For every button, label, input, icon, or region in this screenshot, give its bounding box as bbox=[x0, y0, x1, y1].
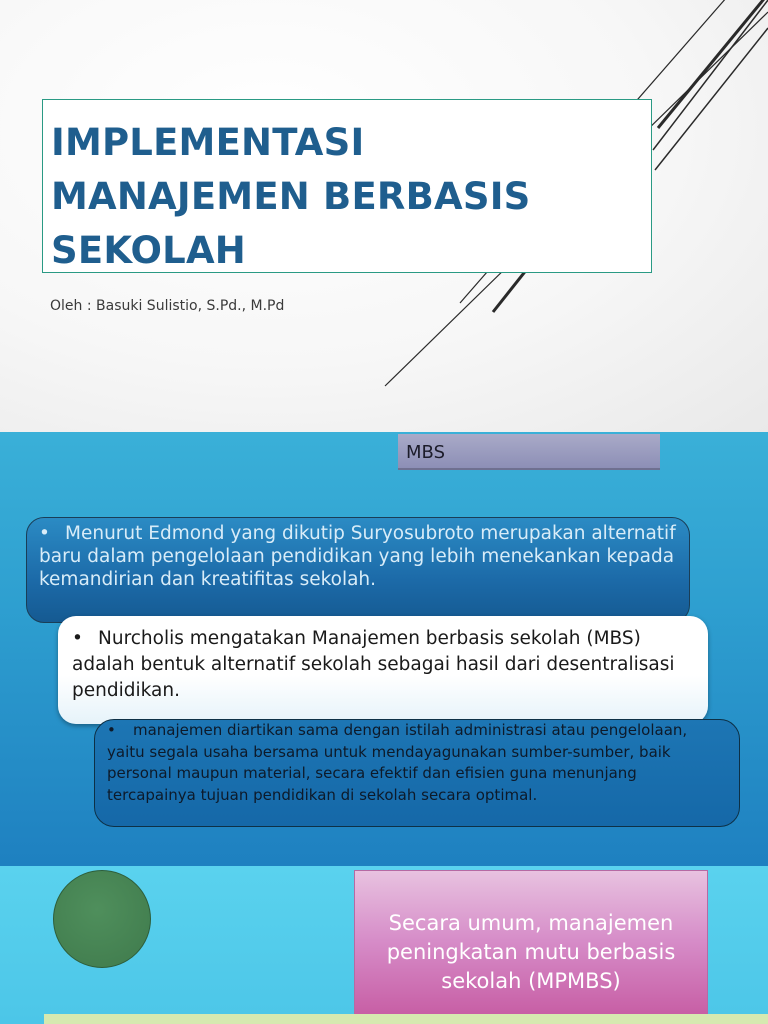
bullet-icon: • bbox=[39, 523, 50, 544]
definition-text-3 bbox=[107, 720, 727, 806]
slide-title bbox=[0, 0, 768, 432]
bullet-icon: • bbox=[107, 721, 116, 739]
page-title: IMPLEMENTASI MANAJEMEN BERBASIS SEKOLAH bbox=[51, 121, 531, 272]
slide-mpmbs bbox=[0, 866, 768, 1024]
mpmbs-text: Secara umum, manajemen peningkatan mutu berbasis sekolah (MPMBS) bbox=[386, 911, 676, 993]
slide-mbs bbox=[0, 432, 768, 866]
mpmbs-box bbox=[354, 870, 708, 1024]
definition-bubble-2 bbox=[58, 616, 708, 724]
definition-text-3-content: manajemen diartikan sama dengan istilah administrasi atau pengelolaan, yaitu segala usaha bersama untuk mendayagunakan sumber-sumber, baik personal maupun material, secara efektif dan efisien guna menunjang tercapainya tujuan pendidikan di sekolah secara optimal. bbox=[107, 721, 688, 804]
mbs-header-box bbox=[398, 434, 660, 470]
title-box bbox=[42, 99, 652, 273]
definition-bubble-3 bbox=[94, 719, 740, 827]
definition-text-1-content: Menurut Edmond yang dikutip Suryosubroto merupakan alternatif baru dalam pengelolaan pendidikan yang lebih menekankan kepada kemandirian dan kreatifitas sekolah. bbox=[39, 523, 676, 590]
green-text-strip bbox=[44, 1014, 768, 1024]
bullet-icon: • bbox=[72, 628, 83, 649]
author-subtitle: Oleh : Basuki Sulistio, S.Pd., M.Pd bbox=[50, 298, 285, 314]
definition-text-2-content: Nurcholis mengatakan Manajemen berbasis sekolah (MBS) adalah bentuk alternatif sekolah sebagai hasil dari desentralisasi pendidikan. bbox=[72, 628, 675, 701]
mbs-header-label: MBS bbox=[406, 442, 445, 463]
green-circle-shape bbox=[53, 870, 151, 968]
definition-text-1 bbox=[39, 522, 679, 591]
definition-text-2 bbox=[72, 626, 692, 704]
definition-bubble-1 bbox=[26, 517, 690, 623]
